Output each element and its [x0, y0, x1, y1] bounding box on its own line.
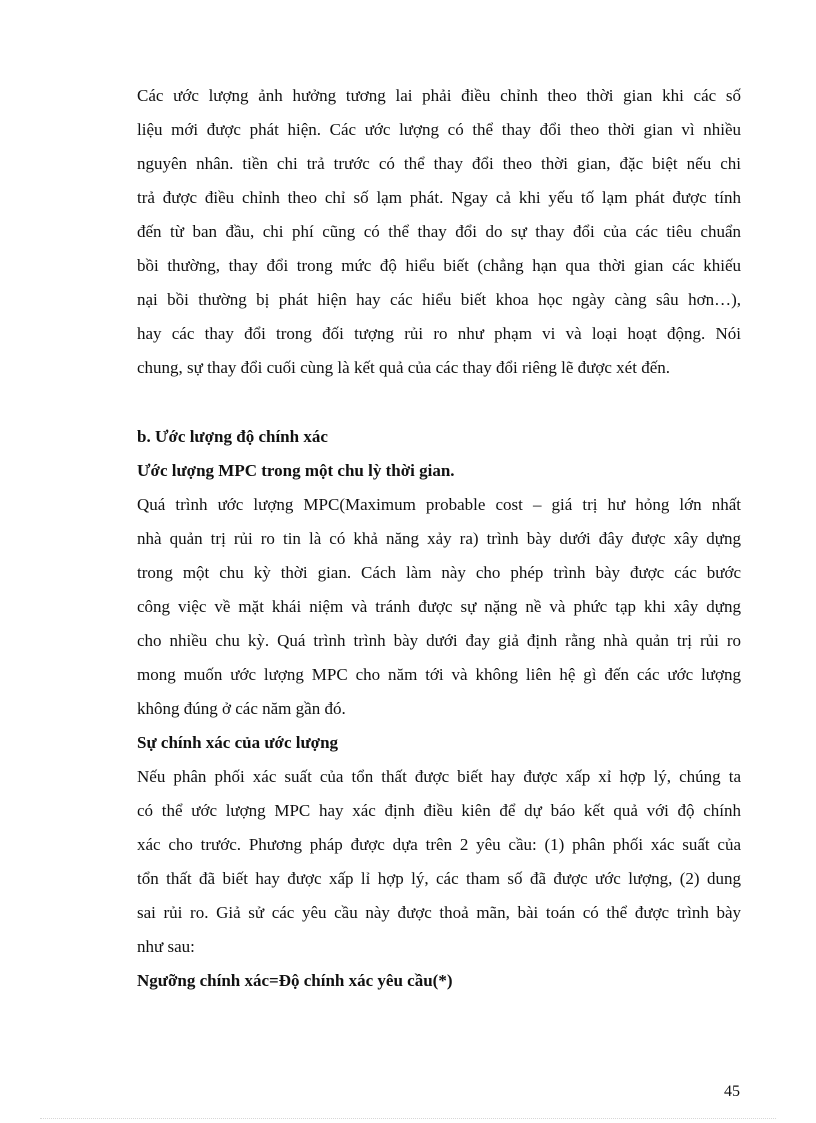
text-line: nguyên nhân. tiền chi trả trước có thể thay đổi theo thời gian, đặc biệt nếu chi: [137, 154, 741, 173]
text-line: sai rủi ro. Giả sử các yêu cầu này được thoả mãn, bài toán có thể được trình bày: [137, 903, 741, 922]
text-line: Các ước lượng ảnh hưởng tương lai phải điều chỉnh theo thời gian khi các số: [137, 86, 741, 105]
text-line: mong muốn ước lượng MPC cho năm tới và không liên hệ gì đến các ước lượng: [137, 665, 741, 684]
section-accuracy-estimation: [137, 420, 741, 998]
text-line: Quá trình ước lượng MPC(Maximum probable cost – giá trị hư hỏng lớn nhất: [137, 495, 741, 514]
text-line: như sau:: [137, 937, 195, 956]
text-line: liệu mới được phát hiện. Các ước lượng có thể thay đổi theo thời gian vì nhiều: [137, 120, 741, 139]
text-line: bồi thường, thay đổi trong mức độ hiểu biết (chẳng hạn qua thời gian các khiếu: [137, 256, 741, 275]
text-line: xác cho trước. Phương pháp được dựa trên 2 yêu cầu: (1) phân phối xác suất của: [137, 835, 741, 854]
text-line: trong một chu kỳ thời gian. Cách làm này cho phép trình bày được các bước: [137, 563, 741, 582]
text-line: hay các thay đổi trong đối tượng rủi ro như phạm vi và loại hoạt động. Nói: [137, 324, 741, 343]
text-line: tổn thất đã biết hay được xấp lỉ hợp lý, các tham số đã được ước lượng, (2) dung: [137, 869, 741, 888]
page-number: 45: [724, 1083, 740, 1100]
footer-divider: [40, 1118, 776, 1119]
subsection-heading: Ước lượng MPC trong một chu lỳ thời gian.: [137, 461, 455, 480]
text-line: cho nhiều chu kỳ. Quá trình trình bày dưới đay giả định rằng nhà quản trị rủi ro: [137, 631, 741, 650]
equation-line: Ngưỡng chính xác=Độ chính xác yêu cầu(*): [137, 971, 453, 990]
text-line: Nếu phân phối xác suất của tổn thất được biết hay được xấp xỉ hợp lý, chúng ta: [137, 767, 741, 786]
text-line: trả được điều chỉnh theo chỉ số lạm phát. Ngay cả khi yếu tố lạm phát được tính: [137, 188, 741, 207]
paragraph-estimate-adjustment: [137, 79, 741, 385]
text-line: có thể ước lượng MPC hay xác định điều kiên để dự báo kết quả với độ chính: [137, 801, 741, 820]
text-line: nhà quản trị rủi ro tin là có khả năng xảy ra) trình bày dưới đây được xây dựng: [137, 529, 741, 548]
text-line: nại bồi thường bị phát hiện hay các hiểu biết khoa học ngày càng sâu hơn…),: [137, 290, 741, 309]
text-line: chung, sự thay đổi cuối cùng là kết quả của các thay đổi riêng lẽ được xét đến.: [137, 358, 670, 377]
text-line: công việc về mặt khái niệm và tránh được sự nặng nề và phức tạp khi xây dựng: [137, 597, 741, 616]
section-heading: b. Ước lượng độ chính xác: [137, 427, 328, 446]
text-line: đến từ ban đầu, chi phí cũng có thể thay đổi do sự thay đổi của các tiêu chuẩn: [137, 222, 741, 241]
subsection-heading: Sự chính xác của ước lượng: [137, 733, 339, 752]
text-line: không đúng ở các năm gần đó.: [137, 699, 346, 718]
